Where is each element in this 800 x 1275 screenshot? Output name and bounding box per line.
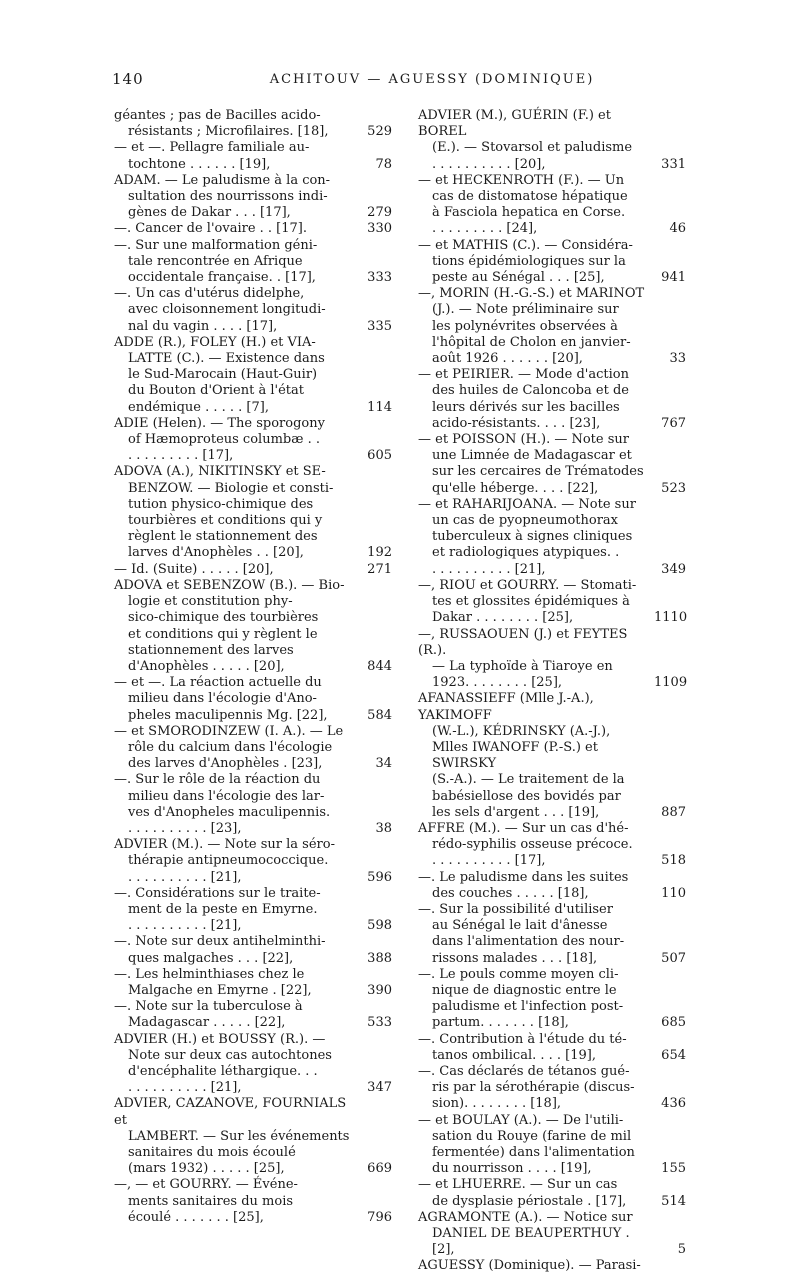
entry-text bbox=[418, 691, 654, 821]
entry-line: —. Cas déclarés de tétanos gué- bbox=[418, 1063, 630, 1079]
entry-text bbox=[418, 1177, 654, 1209]
entry-line: —. Note sur deux antihelminthi- bbox=[114, 934, 326, 950]
entry-line: milieu dans l'écologie d'Ano- bbox=[128, 691, 317, 707]
entry-line: de dysplasie périostale . [17], bbox=[432, 1193, 627, 1209]
entry-line: des larves d'Anophèles . [23], bbox=[128, 756, 323, 772]
entry-line: une Limnée de Madagascar et bbox=[432, 448, 632, 464]
entry-line: —. Le pouls comme moyen cli- bbox=[418, 966, 619, 982]
index-entry bbox=[418, 902, 686, 967]
entry-line: d'Anophèles . . . . . [20], bbox=[128, 658, 285, 674]
entry-line: — et MATHIS (C.). — Considéra- bbox=[418, 237, 633, 253]
entry-line: AFANASSIEFF (Mlle J.-A.), YAKIMOFF bbox=[418, 691, 594, 723]
entry-line: BENZOW. — Biologie et consti- bbox=[128, 480, 334, 496]
entry-line: du nourrisson . . . . [19], bbox=[432, 1161, 592, 1177]
entry-line: ADDE (R.), FOLEY (H.) et VIA- bbox=[114, 334, 316, 350]
entry-text bbox=[114, 286, 358, 335]
index-entry bbox=[418, 432, 686, 497]
entry-line: . . . . . . . . . . [21], bbox=[128, 1080, 242, 1096]
entry-line: tuberculeux à signes cliniques bbox=[432, 529, 633, 545]
running-head: ACHITOUV — AGUESSY (DOMINIQUE) bbox=[269, 72, 595, 87]
entry-line: écoulé . . . . . . . [25], bbox=[128, 1209, 264, 1225]
entry-line: . . . . . . . . . [24], bbox=[432, 221, 538, 237]
entry-line: of Hæmoproteus columbæ . . bbox=[128, 432, 320, 448]
index-entry bbox=[114, 886, 392, 935]
entry-line: 1923. . . . . . . . [25], bbox=[432, 675, 563, 691]
entry-line: — et —. Pellagre familiale au- bbox=[114, 140, 310, 156]
entry-line: ADOVA (A.), NIKITINSKY et SE- bbox=[114, 464, 326, 480]
index-entry bbox=[418, 1113, 686, 1178]
page-reference: 279 bbox=[367, 205, 392, 221]
index-entry bbox=[114, 578, 392, 675]
entry-line: tale rencontrée en Afrique bbox=[128, 253, 303, 269]
entry-text bbox=[418, 870, 654, 902]
entry-line: tions épidémiologiques sur la bbox=[432, 253, 626, 269]
entry-line: nique de diagnostic entre le bbox=[432, 982, 617, 998]
page-reference: 523 bbox=[661, 480, 686, 496]
entry-line: ment de la peste en Emyrne. bbox=[128, 901, 318, 917]
entry-line: (E.). — Stovarsol et paludisme bbox=[432, 140, 633, 156]
page-reference: 114 bbox=[367, 399, 392, 415]
entry-text bbox=[114, 416, 358, 465]
entry-line: — et —. La réaction actuelle du bbox=[114, 675, 322, 691]
entry-line: . . . . . . . . . . [21], bbox=[128, 918, 242, 934]
entry-line: qu'elle héberge. . . . [22], bbox=[432, 480, 599, 496]
entry-line: . . . . . . . . . . [17], bbox=[432, 853, 546, 869]
entry-line: — et BOULAY (A.). — De l'utili- bbox=[418, 1112, 624, 1128]
index-entry bbox=[418, 1210, 686, 1259]
entry-line: —, RIOU et GOURRY. — Stomati- bbox=[418, 577, 637, 593]
entry-line: des huiles de Caloncoba et de bbox=[432, 383, 629, 399]
page-reference: 796 bbox=[367, 1209, 392, 1225]
page-reference: 46 bbox=[669, 221, 686, 237]
index-entry bbox=[418, 1177, 686, 1209]
page-reference: 38 bbox=[375, 820, 392, 836]
entry-line: dans l'alimentation des nour- bbox=[432, 934, 625, 950]
entry-line: du Bouton d'Orient à l'état bbox=[128, 383, 304, 399]
entry-text bbox=[114, 724, 358, 773]
entry-text bbox=[114, 675, 358, 724]
index-entry bbox=[114, 238, 392, 287]
entry-line: rissons malades . . . [18], bbox=[432, 950, 598, 966]
entry-line: ris par la sérothérapie (discus- bbox=[432, 1080, 635, 1096]
page-number: 140 bbox=[112, 70, 144, 88]
entry-line: — et LHUERRE. — Sur un cas bbox=[418, 1177, 618, 1193]
page-reference: 192 bbox=[367, 545, 392, 561]
entry-line: ques malgaches . . . [22], bbox=[128, 950, 294, 966]
index-entry bbox=[114, 464, 392, 561]
page-reference: 518 bbox=[661, 853, 686, 869]
entry-line: tanos ombilical. . . . [19], bbox=[432, 1047, 596, 1063]
entry-line: les sels d'argent . . . [19], bbox=[432, 804, 600, 820]
entry-text bbox=[418, 902, 654, 967]
entry-line: thérapie antipneumococcique. bbox=[128, 853, 329, 869]
index-entry bbox=[114, 675, 392, 724]
entry-line: ADOVA et SEBENZOW (B.). — Bio- bbox=[114, 577, 345, 593]
entry-text bbox=[114, 335, 358, 416]
index-entry bbox=[114, 140, 392, 172]
entry-line: l'hôpital de Cholon en janvier- bbox=[432, 334, 631, 350]
entry-line: cas de distomatose hépatique bbox=[432, 189, 628, 205]
entry-line: ments sanitaires du mois bbox=[128, 1193, 294, 1209]
entry-line: ADVIER (M.). — Note sur la séro- bbox=[114, 837, 335, 853]
entry-line: sur les cercaires de Trématodes bbox=[432, 464, 644, 480]
entry-line: endémique . . . . . [7], bbox=[128, 399, 269, 415]
entry-line: Note sur deux cas autochtones bbox=[128, 1047, 332, 1063]
index-entry bbox=[418, 497, 686, 578]
entry-text bbox=[418, 367, 654, 432]
entry-line: — et SMORODINZEW (I. A.). — Le bbox=[114, 723, 344, 739]
entry-text bbox=[114, 837, 358, 886]
entry-text bbox=[114, 934, 358, 966]
entry-line: stationnement des larves bbox=[128, 642, 294, 658]
entry-line: . . . . . . . . . . [20], bbox=[432, 156, 546, 172]
entry-line: et radiologiques atypiques. . bbox=[432, 545, 620, 561]
page-reference: 529 bbox=[367, 124, 392, 140]
entry-line: sion). . . . . . . . [18], bbox=[432, 1096, 562, 1112]
entry-line: AGRAMONTE (A.). — Notice sur bbox=[418, 1209, 633, 1225]
entry-text bbox=[418, 432, 654, 497]
entry-line: ADVIER, CAZANOVE, FOURNIALS et bbox=[114, 1096, 347, 1128]
page-reference: 34 bbox=[375, 756, 392, 772]
entry-line: — La typhoïde à Tiaroye en bbox=[432, 658, 613, 674]
entry-line: . . . . . . . . . . [23], bbox=[128, 820, 242, 836]
entry-line: — et HECKENROTH (F.). — Un bbox=[418, 172, 625, 188]
index-entry bbox=[114, 967, 392, 999]
index-entry bbox=[114, 286, 392, 335]
entry-line: leurs dérivés sur les bacilles bbox=[432, 399, 620, 415]
index-entry bbox=[418, 1258, 686, 1274]
entry-line: —. Un cas d'utérus didelphe, bbox=[114, 286, 305, 302]
entry-line: le Sud-Marocain (Haut-Guir) bbox=[128, 367, 318, 383]
entry-line: fermentée) dans l'alimentation bbox=[432, 1145, 635, 1160]
index-entry bbox=[418, 967, 686, 1032]
entry-line: sanitaires du mois écoulé bbox=[128, 1145, 296, 1160]
index-entry bbox=[114, 999, 392, 1031]
page-reference: 388 bbox=[367, 950, 392, 966]
page-reference: 349 bbox=[661, 561, 686, 577]
index-entry bbox=[418, 1064, 686, 1113]
index-entry bbox=[418, 1032, 686, 1064]
entry-line: sation du Rouye (farine de mil bbox=[432, 1128, 632, 1144]
entry-line: résistants ; Microfilaires. [18], bbox=[128, 124, 329, 140]
entry-line: août 1926 . . . . . . [20], bbox=[432, 351, 583, 367]
entry-line: Madagascar . . . . . [22], bbox=[128, 1015, 286, 1031]
entry-text bbox=[114, 578, 358, 675]
entry-line: larves d'Anophèles . . [20], bbox=[128, 545, 304, 561]
index-entry bbox=[114, 335, 392, 416]
entry-line: ADAM. — Le paludisme à la con- bbox=[114, 172, 331, 188]
entry-line: —. Les helminthiases chez le bbox=[114, 966, 305, 982]
page-reference: 5 bbox=[677, 1242, 686, 1258]
entry-line: — et RAHARIJOANA. — Note sur bbox=[418, 496, 636, 512]
index-entry bbox=[114, 934, 392, 966]
page-reference: 347 bbox=[367, 1080, 392, 1096]
entry-line: —. Sur le rôle de la réaction du bbox=[114, 772, 321, 788]
entry-line: —, RUSSAOUEN (J.) et FEYTES (R.). bbox=[418, 626, 628, 658]
page-reference: 155 bbox=[661, 1161, 686, 1177]
entry-text bbox=[114, 1032, 358, 1097]
page-reference: 331 bbox=[661, 156, 686, 172]
entry-line: . . . . . . . . . [17], bbox=[128, 448, 234, 464]
index-entry bbox=[418, 238, 686, 287]
entry-text bbox=[114, 140, 358, 172]
entry-line: —, — et GOURRY. — Événe- bbox=[114, 1177, 298, 1193]
entry-line: les polynévrites observées à bbox=[432, 318, 618, 334]
page-reference: 436 bbox=[661, 1096, 686, 1112]
page-reference: 390 bbox=[367, 982, 392, 998]
index-entry bbox=[114, 173, 392, 222]
entry-text bbox=[418, 497, 654, 578]
entry-line: AGUESSY (Dominique). — Parasi- bbox=[418, 1258, 641, 1274]
page-reference: 330 bbox=[367, 221, 392, 237]
left-column bbox=[114, 108, 392, 1226]
entry-line: (S.-A.). — Le traitement de la bbox=[432, 772, 625, 788]
page-reference: 685 bbox=[661, 1015, 686, 1031]
index-entry bbox=[114, 1032, 392, 1097]
entry-text bbox=[418, 1113, 654, 1178]
entry-line: (J.). — Note préliminaire sur bbox=[432, 302, 619, 318]
index-entry bbox=[114, 724, 392, 773]
entry-line: sultation des nourrissons indi- bbox=[128, 189, 328, 205]
entry-line: gènes de Dakar . . . [17], bbox=[128, 205, 291, 221]
entry-line: au Sénégal le lait d'ânesse bbox=[432, 918, 608, 934]
index-entry bbox=[114, 108, 392, 140]
entry-line: paludisme et l'infection post- bbox=[432, 999, 624, 1015]
entry-text bbox=[418, 286, 654, 367]
page-reference: 533 bbox=[367, 1015, 392, 1031]
entry-text bbox=[114, 108, 358, 140]
entry-line: partum. . . . . . . [18], bbox=[432, 1015, 569, 1031]
page-reference: 887 bbox=[661, 804, 686, 820]
page-reference: 584 bbox=[367, 707, 392, 723]
index-entry bbox=[418, 821, 686, 870]
entry-text bbox=[418, 173, 654, 238]
entry-text bbox=[418, 578, 654, 627]
entry-line: —. Considérations sur le traite- bbox=[114, 885, 321, 901]
entry-line: et conditions qui y règlent le bbox=[128, 626, 318, 642]
entry-line: tochtone . . . . . . [19], bbox=[128, 156, 271, 172]
entry-line: . . . . . . . . . . [21], bbox=[432, 561, 546, 577]
entry-text bbox=[114, 886, 358, 935]
page-reference: 598 bbox=[367, 918, 392, 934]
entry-line: pheles maculipennis Mg. [22], bbox=[128, 707, 328, 723]
entry-line: rédo-syphilis osseuse précoce. bbox=[432, 837, 633, 853]
entry-text bbox=[114, 999, 358, 1031]
entry-line: DANIEL DE BEAUPERTHUY . [2], bbox=[432, 1226, 630, 1258]
entry-text bbox=[418, 1032, 654, 1064]
entry-line: AFFRE (M.). — Sur un cas d'hé- bbox=[418, 820, 629, 836]
index-entry bbox=[418, 286, 686, 367]
entry-line: ADVIER (M.), GUÉRIN (F.) et BOREL bbox=[418, 108, 611, 140]
index-entry bbox=[114, 1096, 392, 1177]
page-reference: 271 bbox=[367, 561, 392, 577]
index-entry bbox=[418, 870, 686, 902]
entry-text bbox=[114, 238, 358, 287]
entry-line: avec cloisonnement longitudi- bbox=[128, 302, 326, 318]
page-reference: 1110 bbox=[654, 610, 688, 626]
entry-line: Malgache en Emyrne . [22], bbox=[128, 982, 312, 998]
page-reference: 941 bbox=[661, 270, 686, 286]
entry-text bbox=[114, 173, 358, 222]
page-header bbox=[112, 70, 682, 92]
entry-text bbox=[418, 967, 654, 1032]
entry-line: . . . . . . . . . . [21], bbox=[128, 869, 242, 885]
index-entry bbox=[114, 772, 392, 837]
entry-text bbox=[418, 627, 654, 692]
entry-line: —, MORIN (H.-G.-S.) et MARINOT bbox=[418, 286, 645, 302]
entry-line: tourbières et conditions qui y bbox=[128, 513, 323, 529]
entry-line: rôle du calcium dans l'écologie bbox=[128, 739, 333, 755]
entry-text bbox=[114, 221, 358, 237]
entry-line: tes et glossites épidémiques à bbox=[432, 594, 630, 610]
entry-line: —. Contribution à l'étude du té- bbox=[418, 1031, 627, 1047]
index-entry bbox=[114, 416, 392, 465]
index-entry bbox=[418, 367, 686, 432]
entry-line: tution physico-chimique des bbox=[128, 496, 314, 512]
entry-line: géantes ; pas de Bacilles acido- bbox=[114, 108, 321, 123]
entry-line: milieu dans l'écologie des lar- bbox=[128, 788, 325, 804]
index-entry bbox=[418, 691, 686, 821]
entry-line: babésiellose des bovidés par bbox=[432, 788, 621, 804]
entry-text bbox=[114, 1096, 358, 1177]
entry-line: —. Sur la possibilité d'utiliser bbox=[418, 901, 613, 917]
entry-line: —. Note sur la tuberculose à bbox=[114, 999, 303, 1015]
index-entry bbox=[418, 173, 686, 238]
entry-text bbox=[418, 108, 654, 173]
entry-line: LATTE (C.). — Existence dans bbox=[128, 351, 325, 367]
page-reference: 596 bbox=[367, 869, 392, 885]
entry-line: un cas de pyopneumothorax bbox=[432, 513, 618, 529]
page-reference: 669 bbox=[367, 1161, 392, 1177]
entry-text bbox=[114, 562, 358, 578]
entry-line: LAMBERT. — Sur les événements bbox=[128, 1128, 350, 1144]
right-column bbox=[418, 108, 686, 1275]
entry-text bbox=[114, 1177, 358, 1226]
entry-line: ADIE (Helen). — The sporogony bbox=[114, 415, 325, 431]
entry-text bbox=[418, 1210, 654, 1259]
entry-text bbox=[114, 772, 358, 837]
entry-line: ADVIER (H.) et BOUSSY (R.). — bbox=[114, 1031, 326, 1047]
index-entry bbox=[418, 578, 686, 627]
page-reference: 335 bbox=[367, 318, 392, 334]
entry-text bbox=[418, 1258, 654, 1274]
entry-text bbox=[114, 967, 358, 999]
entry-line: d'encéphalite léthargique. . . bbox=[128, 1063, 318, 1079]
entry-line: (W.-L.), KÉDRINSKY (A.-J.), bbox=[432, 723, 611, 739]
index-entry bbox=[114, 837, 392, 886]
page-reference: 844 bbox=[367, 658, 392, 674]
page-reference: 514 bbox=[661, 1193, 686, 1209]
page-reference: 333 bbox=[367, 270, 392, 286]
entry-line: — Id. (Suite) . . . . . [20], bbox=[114, 561, 274, 577]
index-entry bbox=[418, 627, 686, 692]
entry-line: peste au Sénégal . . . [25], bbox=[432, 270, 605, 286]
page-reference: 110 bbox=[661, 885, 686, 901]
index-entry bbox=[114, 562, 392, 578]
page-reference: 78 bbox=[375, 156, 392, 172]
page-reference: 33 bbox=[669, 351, 686, 367]
entry-line: —. Le paludisme dans les suites bbox=[418, 869, 629, 885]
entry-line: sico-chimique des tourbières bbox=[128, 610, 319, 626]
entry-line: (mars 1932) . . . . . [25], bbox=[128, 1161, 285, 1177]
page-reference: 507 bbox=[661, 950, 686, 966]
entry-line: Mlles IWANOFF (P.-S.) et SWIRSKY bbox=[432, 739, 598, 772]
entry-line: —. Sur une malformation géni- bbox=[114, 237, 318, 253]
entry-line: — et PEIRIER. — Mode d'action bbox=[418, 367, 629, 383]
page-reference: 1109 bbox=[654, 675, 688, 691]
page-reference: 767 bbox=[661, 415, 686, 431]
entry-line: —. Cancer de l'ovaire . . [17]. bbox=[114, 221, 308, 237]
entry-line: nal du vagin . . . . [17], bbox=[128, 318, 278, 334]
index-entry bbox=[418, 108, 686, 173]
index-entry bbox=[114, 1177, 392, 1226]
entry-line: occidentale française. . [17], bbox=[128, 270, 316, 286]
entry-line: logie et constitution phy- bbox=[128, 594, 293, 610]
entry-text bbox=[418, 821, 654, 870]
entry-line: règlent le stationnement des bbox=[128, 529, 318, 545]
entry-line: acido-résistants. . . . [23], bbox=[432, 415, 601, 431]
entry-line: à Fasciola hepatica en Corse. bbox=[432, 205, 626, 221]
entry-line: Dakar . . . . . . . . [25], bbox=[432, 610, 574, 626]
entry-text bbox=[418, 1064, 654, 1113]
entry-text bbox=[114, 464, 358, 561]
entry-line: — et POISSON (H.). — Note sur bbox=[418, 432, 629, 448]
page-reference: 605 bbox=[367, 448, 392, 464]
index-entry bbox=[114, 221, 392, 237]
entry-line: ves d'Anopheles maculipennis. bbox=[128, 804, 331, 820]
entry-text bbox=[418, 238, 654, 287]
page-reference: 654 bbox=[661, 1047, 686, 1063]
entry-line: des couches . . . . . [18], bbox=[432, 885, 589, 901]
